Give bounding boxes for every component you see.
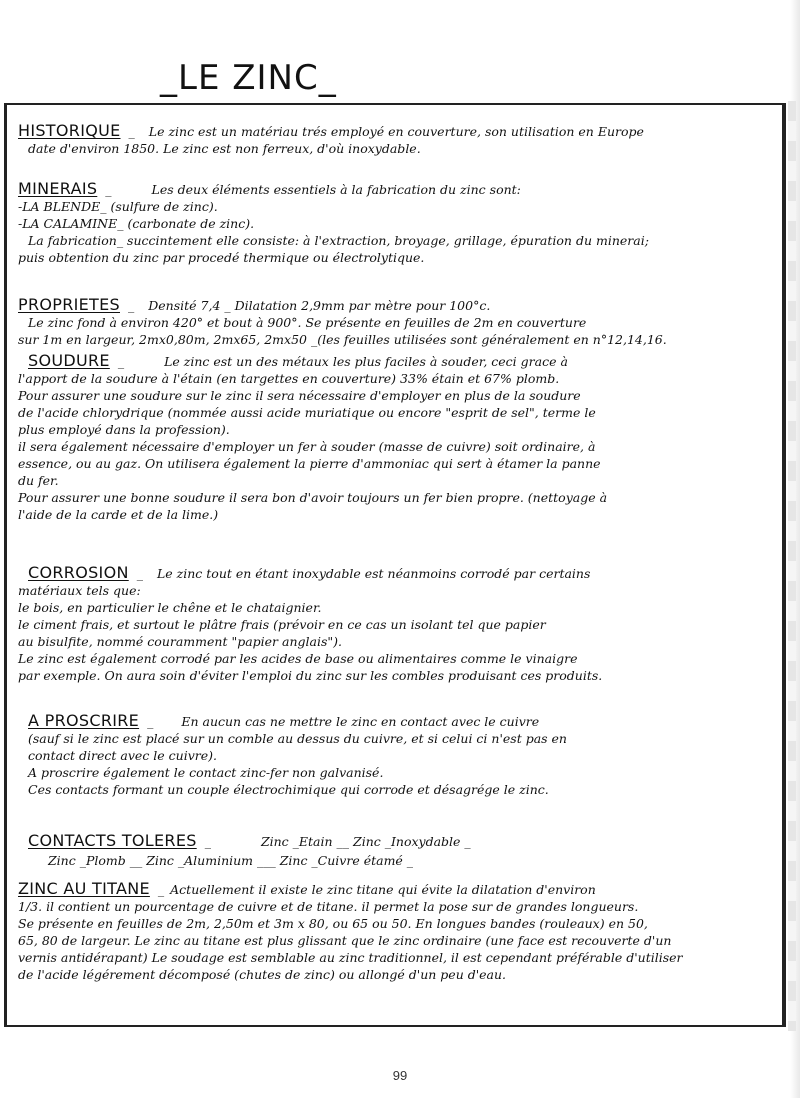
section-text-line: (sauf si le zinc est placé sur un comble au dessus du cuivre, et si celui ci n'est pas en bbox=[28, 731, 567, 746]
section-text-line: En aucun cas ne mettre le zinc en contact avec le cuivre bbox=[181, 714, 540, 729]
section-text-line: de l'acide légérement décomposé (chutes de zinc) ou allongé d'un peu d'eau. bbox=[18, 967, 507, 982]
section-text-line: essence, ou au gaz. On utilisera également la pierre d'ammoniac qui sert à étamer la panne bbox=[18, 456, 601, 471]
section-text-line: le ciment frais, et surtout le plâtre frais (prévoir en ce cas un isolant tel que papier bbox=[18, 617, 546, 632]
section-contacts-toleres: CONTACTS TOLERES _ Zinc _Etain __ Zinc _Inoxydable _ Zinc _Plomb __ Zinc _Aluminium ___ Zinc _Cuivre étamé _ bbox=[18, 832, 778, 869]
section-text-line: Pour assurer une bonne soudure il sera bon d'avoir toujours un fer bien propre. (nettoyage à bbox=[18, 490, 608, 505]
section-text-line: Densité 7,4 _ Dilatation 2,9mm par mètre pour 100°c. bbox=[148, 298, 491, 313]
section-proprietes: PROPRIETES _ Densité 7,4 _ Dilatation 2,9mm par mètre pour 100°c. Le zinc fond à environ 420° et bout à 900°. Se présente en feuilles de 2m en couverture sur 1m en largeur, 2mx0,80m, 2mx65, 2mx50 _(les feuilles utilisées sont généralement en n°12,14,16. bbox=[18, 296, 778, 348]
section-text-line: Le zinc tout en étant inoxydable est néanmoins corrodé par certains bbox=[156, 566, 591, 581]
section-text-line: La fabrication_ succintement elle consiste: à l'extraction, broyage, grillage, épuration du minerai; bbox=[28, 233, 649, 248]
section-text-line: Pour assurer une soudure sur le zinc il sera nécessaire d'employer en plus de la soudure bbox=[18, 388, 581, 403]
section-minerais: MINERAIS _ Les deux éléments essentiels à la fabrication du zinc sont: -LA BLENDE_ (sulfure de zinc). -LA CALAMINE_ (carbonate de zinc). La fabrication_ succintement elle consiste: à l'extraction, broyage, grillage, épuration du minerai; puis obtention du zinc par procedé thermique ou électrolytique. bbox=[18, 180, 778, 266]
section-text-line: Se présente en feuilles de 2m, 2,50m et 3m x 80, ou 65 ou 50. En longues bandes (rouleaux) en 50, bbox=[18, 916, 648, 931]
section-text-line: l'aide de la carde et de la lime.) bbox=[18, 507, 219, 522]
section-heading: PROPRIETES bbox=[18, 295, 120, 314]
page-number: 99 bbox=[392, 1068, 408, 1083]
section-heading: CONTACTS TOLERES bbox=[28, 831, 197, 850]
section-heading: A PROSCRIRE bbox=[28, 711, 140, 730]
section-a-proscrire: A PROSCRIRE _ En aucun cas ne mettre le zinc en contact avec le cuivre (sauf si le zinc est placé sur un comble au dessus du cuivre, et si celui ci n'est pas en contact direct avec le cuivre). A proscrire également le contact zinc-fer non galvanisé. Ces contacts formant un couple électrochimique qui corrode et désagrége le zinc. bbox=[18, 712, 778, 798]
section-heading: MINERAIS bbox=[18, 179, 98, 198]
section-text-line: matériaux tels que: bbox=[18, 583, 141, 598]
section-text-line: vernis antidérapant) Le soudage est semblable au zinc traditionnel, il est cependant préférable d'utiliser bbox=[18, 950, 683, 965]
section-text-line: -LA BLENDE_ (sulfure de zinc). bbox=[18, 199, 218, 214]
section-text-line: l'apport de la soudure à l'étain (en targettes en couverture) 33% étain et 67% plomb. bbox=[18, 371, 560, 386]
section-heading: HISTORIQUE bbox=[18, 121, 121, 140]
section-heading: SOUDURE bbox=[28, 351, 110, 370]
section-soudure: SOUDURE _ Le zinc est un des métaux les plus faciles à souder, ceci grace à l'apport de la soudure à l'étain (en targettes en couverture) 33% étain et 67% plomb. Pour assurer une soudure sur le zinc il sera nécessaire d'employer en plus de la soudure de l'acide chlorydrique (nommée aussi acide muriatique ou encore "esprit de sel", terme le plus employé dans la profession). il sera également nécessaire d'employer un fer à souder (masse de cuivre) soit ordinaire, à essence, ou au gaz. On utilisera également la pierre d'ammoniac qui sert à étamer la panne du fer. Pour assurer une bonne soudure il sera bon d'avoir toujours un fer bien propre. (nettoyage à l'aide de la carde et de la lime.) bbox=[18, 352, 778, 523]
section-text-line: il sera également nécessaire d'employer un fer à souder (masse de cuivre) soit ordinaire, à bbox=[18, 439, 596, 454]
section-text-line: 1/3. il contient un pourcentage de cuivre et de titane. il permet la pose sur de grandes longueurs. bbox=[18, 899, 639, 914]
section-text-line: Le zinc est également corrodé par les acides de base ou alimentaires comme le vinaigre bbox=[18, 651, 578, 666]
section-text-line: par exemple. On aura soin d'éviter l'emploi du zinc sur les combles produisant ces produits. bbox=[18, 668, 603, 683]
section-text-line: Les deux éléments essentiels à la fabrication du zinc sont: bbox=[151, 182, 521, 197]
section-text-line: plus employé dans la profession). bbox=[18, 422, 230, 437]
section-text-line: date d'environ 1850. Le zinc est non ferreux, d'où inoxydable. bbox=[28, 141, 421, 156]
section-text-line: contact direct avec le cuivre). bbox=[28, 748, 218, 763]
section-corrosion: CORROSION _ Le zinc tout en étant inoxydable est néanmoins corrodé par certains matériaux tels que: le bois, en particulier le chêne et le chataignier. le ciment frais, et surtout le plâtre frais (prévoir en ce cas un isolant tel que papier au bisulfite, nommé couramment "papier anglais"). Le zinc est également corrodé par les acides de base ou alimentaires comme le vinaigre par exemple. On aura soin d'éviter l'emploi du zinc sur les combles produisant ces produits. bbox=[18, 564, 778, 684]
section-text-line: Le zinc fond à environ 420° et bout à 900°. Se présente en feuilles de 2m en couverture bbox=[28, 315, 587, 330]
section-text-line: 65, 80 de largeur. Le zinc au titane est plus glissant que le zinc ordinaire (une face est recouverte d'un bbox=[18, 933, 672, 948]
section-text-line: Zinc _Etain __ Zinc _Inoxydable _ bbox=[260, 834, 471, 849]
section-text-line: de l'acide chlorydrique (nommée aussi acide muriatique ou encore "esprit de sel", terme le bbox=[18, 405, 596, 420]
section-text-line: Actuellement il existe le zinc titane qui évite la dilatation d'environ bbox=[170, 882, 596, 897]
section-text-line: Le zinc est un des métaux les plus faciles à souder, ceci grace à bbox=[164, 354, 568, 369]
section-heading: ZINC AU TITANE bbox=[18, 879, 150, 898]
section-heading: CORROSION bbox=[28, 563, 129, 582]
page-title: _LE ZINC_ bbox=[160, 58, 337, 98]
section-text-line: du fer. bbox=[18, 473, 59, 488]
section-text-line: puis obtention du zinc par procedé thermique ou électrolytique. bbox=[18, 250, 425, 265]
section-text-line: Ces contacts formant un couple électrochimique qui corrode et désagrége le zinc. bbox=[28, 782, 549, 797]
section-historique: HISTORIQUE _ Le zinc est un matériau trés employé en couverture, son utilisation en Europe date d'environ 1850. Le zinc est non ferreux, d'où inoxydable. bbox=[18, 122, 778, 157]
section-text-line: le bois, en particulier le chêne et le chataignier. bbox=[18, 600, 322, 615]
section-text-line: au bisulfite, nommé couramment "papier anglais"). bbox=[18, 634, 342, 649]
section-zinc-au-titane: ZINC AU TITANE _ Actuellement il existe le zinc titane qui évite la dilatation d'environ 1/3. il contient un pourcentage de cuivre et de titane. il permet la pose sur de grandes longueurs. Se présente en feuilles de 2m, 2,50m et 3m x 80, ou 65 ou 50. En longues bandes (rouleaux) en 50, 65, 80 de largeur. Le zinc au titane est plus glissant que le zinc ordinaire (une face est recouverte d'un vernis antidérapant) Le soudage est semblable au zinc traditionnel, il est cependant préférable d'utiliser de l'acide légérement décomposé (chutes de zinc) ou allongé d'un peu d'eau. bbox=[18, 880, 778, 983]
section-text-line: Le zinc est un matériau trés employé en couverture, son utilisation en Europe bbox=[148, 124, 644, 139]
section-text-line: Zinc _Plomb __ Zinc _Aluminium ___ Zinc _Cuivre étamé _ bbox=[48, 853, 414, 868]
section-text-line: A proscrire également le contact zinc-fer non galvanisé. bbox=[28, 765, 384, 780]
section-text-line: sur 1m en largeur, 2mx0,80m, 2mx65, 2mx50 _(les feuilles utilisées sont généralement en n°12,14,16. bbox=[18, 332, 667, 347]
section-text-line: -LA CALAMINE_ (carbonate de zinc). bbox=[18, 216, 255, 231]
